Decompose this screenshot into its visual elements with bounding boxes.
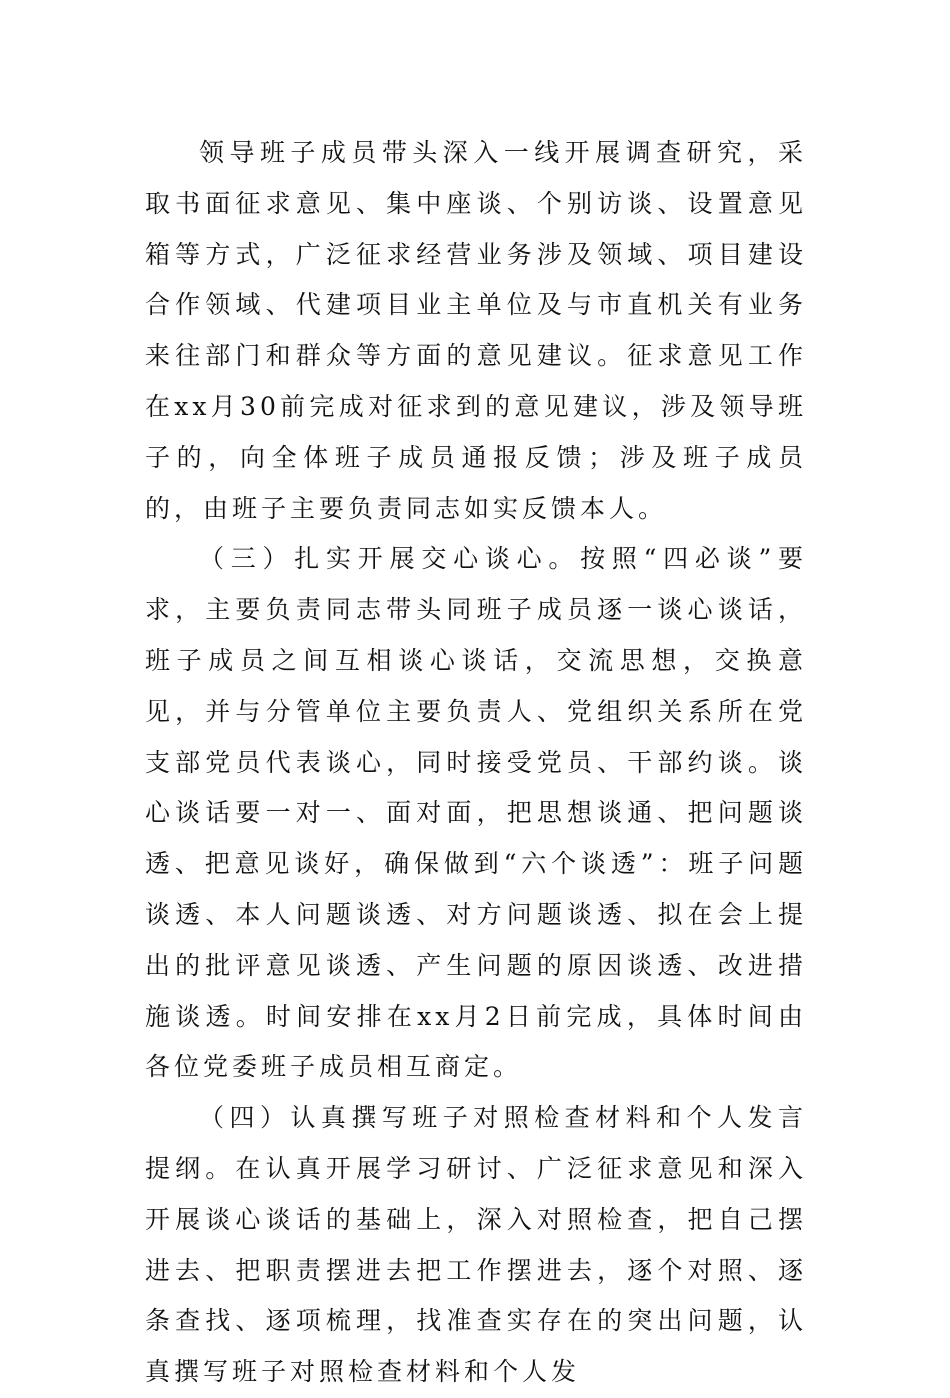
paragraph-heart-to-heart-talks: （三）扎实开展交心谈心。按照“四必谈”要求，主要负责同志带头同班子成员逐一谈心谈话，班子成员之间互相谈心谈话，交流思想，交换意见，并与分管单位主要负责人、党组织关系所在党支部党员代表谈心，同时接受党员、干部约谈。谈心谈话要一对一、面对面，把思想谈通、把问题谈透、把意见谈好，确保做到“六个谈透”：班子问题谈透、本人问题谈透、对方问题谈透、拟在会上提出的批评意见谈透、产生问题的原因谈透、改进措施谈透。时间安排在xx月2日前完成，具体时间由各位党委班子成员相互商定。 xyxy=(145,544,807,1082)
paragraph-solicit-opinions: 领导班子成员带头深入一线开展调查研究，采取书面征求意见、集中座谈、个别访谈、设置意见箱等方式，广泛征求经营业务涉及领域、项目建设合作领域、代建项目业主单位及与市直机关有业务来往部门和群众等方面的意见建议。征求意见工作在xx月30前完成对征求到的意见建议，涉及领导班子的，向全体班子成员通报反馈；涉及班子成员的，由班子主要负责同志如实反馈本人。 xyxy=(145,138,807,523)
document-body xyxy=(145,128,807,1398)
paragraph-inspection-materials: （四）认真撰写班子对照检查材料和个人发言提纲。在认真开展学习研讨、广泛征求意见和深入开展谈心谈话的基础上，深入对照检查，把自己摆进去、把职责摆进去把工作摆进去，逐个对照、逐条查找、逐项梳理，找准查实存在的突出问题，认真撰写班子对照检查材料和个人发 xyxy=(145,1103,807,1387)
